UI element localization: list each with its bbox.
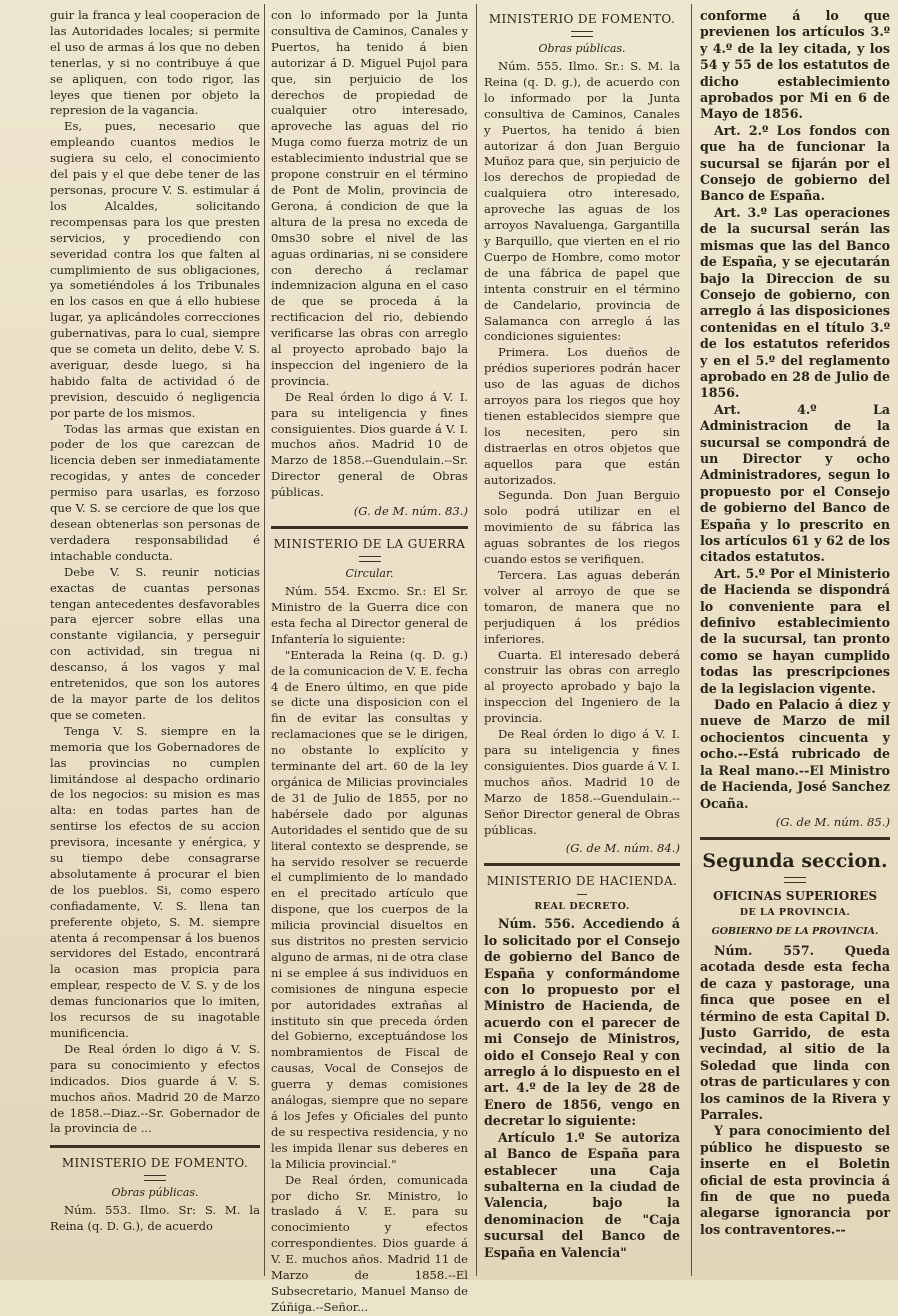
section-heading: OFICINAS SUPERIORES (713, 888, 877, 903)
double-dash-ornament (359, 556, 381, 562)
paragraph: Núm. 553. Ilmo. Sr: S. M. la Reina (q. D. G.), de acuerdo (50, 1203, 260, 1234)
paragraph: De Real órden lo digo á V. S. para su conocimiento y efectos indicados. Dios guarde á V. S. muchos años. Madrid 20 de Marzo de 1858.--Diaz.--Sr. Gobernador de la provincia de ... (50, 1041, 260, 1136)
decree-body (484, 916, 680, 1261)
section-heading: MINISTERIO DE HACIENDA. (486, 874, 678, 889)
paragraph: Debe V. S. reunir noticias exactas de cuantas personas tengan antecedentes desfavorables para ejercer sobre ellas una constante vigilancia, y perseguir con actividad, sin tregua ni descanso, á los vagos y mal entretenidos, que son los autores de la mayor parte de los delitos que se cometen. (50, 564, 260, 722)
column-rule (691, 4, 692, 1276)
paragraph: Art. 2.º Los fondos con que ha de funcionar la sucursal se fijarán por el Consejo de gobierno del Banco de España. (700, 122, 890, 204)
paragraph: guir la franca y leal cooperacion de las Autoridades locales; si permite el uso de armas á los que no deben tenerlas, y si no contribuye á que se apliquen, con todo rigor, las leyes que tienen por objeto la represion de la vagancia. (50, 8, 260, 118)
paragraph: De Real órden, comunicada por dicho Sr. Ministro, lo traslado á V. E. para su conocimiento y efectos correspondientes. Dios guarde á V. E. muchos años. Madrid 11 de Marzo de 1858.--El Subsecretario, Manuel Manso de Zúñiga.--Señor... (271, 1172, 468, 1314)
gazette-citation: (G. de M. núm. 85.) (775, 814, 890, 829)
gazette-citation: (G. de M. núm. 83.) (353, 504, 468, 519)
paragraph: Artículo 1.º Se autoriza al Banco de España para establecer una Caja subalterna en la ciudad de Valencia, bajo la denominacion de "Caja sucursal del Banco de España en Valencia" (484, 1129, 680, 1260)
paragraph: Segunda. Don Juan Berguio solo podrá utilizar en el movimiento de su fábrica las aguas sobrantes de los riegos cuando estos se verifiquen. (484, 488, 680, 567)
paragraph: Núm. 554. Excmo. Sr.: El Sr. Ministro de la Guerra dice con esta fecha al Director general de Infantería lo siguiente: (271, 584, 468, 646)
section-heading: MINISTERIO DE LA GUERRA (273, 537, 466, 552)
paragraph: Es, pues, necesario que empleando cuantos medios le sugiera su celo, el conocimiento del pais y el que debe tener de las personas, procure V. S. estimular á los Alcaldes, solicitando recompensas para los que presten servicios, y procediendo con severidad contra los que falten al cumplimiento de sus obligaciones, ya sometiéndoles á los Tribunales en los casos en que á ello hubiese lugar, ya aplicándoles correcciones gubernativas, para lo cual, siempre que se cometa un delito, debe V. S. averiguar, desde luego, si ha habido falta de actividad ó de prevision, descuido ó negligencia por parte de los mismos. (50, 119, 260, 420)
section-title: Segunda seccion. (702, 849, 888, 872)
section-divider (50, 1145, 260, 1148)
column-rule (476, 4, 477, 1276)
double-dash-ornament (571, 31, 593, 37)
paragraph: Art. 4.º La Administracion de la sucursal se compondrá de un Director y ocho Administradores, segun lo propuesto por el Consejo de gobierno del Banco de España y lo prescrito en los artículos 61 y 62 de los citados estatutos. (700, 401, 890, 565)
paragraph: De Real órden lo digo á V. I. para su inteligencia y fines consiguientes. Dios guarde á V. I. muchos años. Madrid 10 de Marzo de 1858.--Guendulain.--Sr. Director general de Obras públicas. (271, 389, 468, 500)
paragraph: Art. 5.º Por el Ministerio de Hacienda se dispondrá lo conveniente para el definivo establecimiento de la sucursal, tan pronto como se hayan cumplido todas las prescripciones de la legislacion vigente. (700, 565, 890, 696)
paragraph: Primera. Los dueños de prédios superiores podrán hacer uso de las aguas de dichos arroyos para los riegos que hoy tienen establecidos siempre que los necesiten, pero sin distraerlas en otros objetos que aquellos para que están autorizados. (484, 345, 680, 487)
paragraph: Núm. 556. Accediendo á lo solicitado por el Consejo de gobierno del Banco de España y conformándome con lo propuesto por el Ministro de Hacienda, de acuerdo con el parecer de mi Consejo de Ministros, oido el Consejo Real y con arreglo á lo dispuesto en el art. 4.º de la ley de 28 de Enero de 1856, vengo en decretar lo siguiente: (484, 916, 680, 1129)
paragraph: "Enterada la Reina (q. D. g.) de la comunicacion de V. E. fecha 4 de Enero último, en que pide se dicte una disposicion con el fin de evitar las consultas y reclamaciones que se le dirigen, no obstante lo explícito y terminante del art. 60 de la ley orgánica de Milicias provinciales de 31 de Julio de 1855, por no habérsele dado por algunas Autoridades el sentido que de su literal contexto se desprende, se ha servido resolver se recuerde el cumplimiento de lo mandado en el precitado artículo que dispone, que los cuerpos de la milicia provincial disueltos en sus distritos no presten servicio alguno de armas, ni de otra clase ni se emplee á sus individuos en comisiones de ninguna especie por autoridades extrañas al instituto sin que preceda órden del Gobierno, exceptuándose los nombramientos de Fiscal de causas, Vocal de Consejos de guerra y demas comisiones análogas, siempre que no separe á los Jefes y Oficiales del punto de su respectiva residencia, y no les impida llenar sus deberes en la Milicia provincial." (271, 647, 468, 1171)
decree-continuation (700, 8, 890, 812)
dash-ornament (577, 894, 587, 895)
paragraph: Tenga V. S. siempre en la memoria que los Gobernadores de las provincias no cumplen limitándose al despacho ordinario de los negocios: su mision es mas alta: en todas partes han de sentirse los efectos de su accion previsora, incesante y enérgica, y su tiempo debe consagrarse absolutamente á procurar el bien de los pueblos. Si, como espero confiadamente, V. S. llena tan preferente objeto, S. M. siempre atenta á recompensar á los buenos servidores del Estado, encontrará la ocasion mas propicia para emplear, respecto de V. S. y de los demas funcionarios que lo imiten, los recursos de su inagotable munificencia. (50, 723, 260, 1040)
office-heading: GOBIERNO DE LA PROVINCIA. (711, 925, 879, 937)
double-dash-ornament (144, 1175, 166, 1181)
column-2 (271, 8, 468, 1314)
paragraph: Y para conocimiento del público he dispuesto se inserte en el Boletin oficial de esta provincia á fin de que no pueda alegarse ignorancia por los contraventores.-- (700, 1123, 890, 1237)
paragraph: Art. 3.º Las operaciones de la sucursal serán las mismas que las del Banco de España, y se ejecutarán bajo la Direccion de su Consejo de gobierno, con arreglo á las disposiciones contenidas en el título 3.º de los estatutos referidos y en el 5.º del reglamento aprobado en 28 de Julio de 1856. (700, 204, 890, 401)
paragraph: Dado en Palacio á diez y nueve de Marzo de mil ochocientos cincuenta y ocho.--Está rubricado de la Real mano.--El Ministro de Hacienda, José Sanchez Ocaña. (700, 697, 890, 811)
paragraph: De Real órden lo digo á V. I. para su inteligencia y fines consiguientes. Dios guarde á V. I. muchos años. Madrid 10 de Marzo de 1858.--Guendulain.--Señor Director general de Obras públicas. (484, 727, 680, 837)
section-subheading: Obras públicas. (538, 42, 626, 55)
column-1 (50, 8, 260, 1272)
column-4 (700, 8, 890, 1272)
decree-label: REAL DECRETO. (534, 901, 630, 913)
column-3 (484, 8, 680, 1272)
paragraph: Todas las armas que existan en poder de los que carezcan de licencia deben ser inmediatamente recogidas, y antes de conceder permiso para usarlas, es forzoso que V. S. se cerciore de que los que desean obtenerlas son personas de verdadera responsabilidad é intachable conducta. (50, 421, 260, 563)
paragraph: conforme á lo que previenen los artículos 3.º y 4.º de la ley citada, y los 54 y 55 de los estatutos de dicho establecimiento aprobados por Mi en 6 de Mayo de 1856. (700, 8, 890, 122)
paragraph: con lo informado por la Junta consultiva de Caminos, Canales y Puertos, ha tenido á bien autorizar á D. Miguel Pujol para que, sin perjuicio de los derechos de propiedad de cualquier otro interesado, aproveche las aguas del rio Muga como fuerza motriz de un establecimiento industrial que se propone construir en el término de Pont de Molin, provincia de Gerona, á condicion de que la altura de la presa no exceda de 0ms30 sobre el nivel de las aguas ordinarias, ni se considere con derecho á reclamar indemnizacion alguna en el caso de que se proceda á la rectificacion del rio, debiendo verificarse las obras con arreglo al proyecto aprobado bajo la inspeccion del ingeniero de la provincia. (271, 8, 468, 388)
gazette-citation: (G. de M. núm. 84.) (565, 841, 680, 856)
paragraph: Cuarta. El interesado deberá construir las obras con arreglo al proyecto aprobado y bajo la inspeccion del Ingeniero de la provincia. (484, 647, 680, 726)
section-subheading: Obras públicas. (111, 1186, 199, 1200)
paragraph: Núm. 555. Ilmo. Sr.: S. M. la Reina (q. D. g.), de acuerdo con lo informado por la Junta consultiva de Caminos, Canales y Puertos, ha tenido á bien autorizar á don Juan Berguio Muñoz para que, sin perjuicio de los derechos de propiedad de cualquiera otro interesado, aproveche las aguas de los arroyos Navaluenga, Gargantilla y Barquillo, que vierten en el rio Cuerpo de Hombre, como motor de una fábrica de papel que intenta construir en el término de Candelario, provincia de Salamanca con arreglo á las condiciones siguientes: (484, 59, 680, 344)
section-heading: MINISTERIO DE FOMENTO. (488, 12, 676, 26)
section-subheading: DE LA PROVINCIA. (739, 906, 851, 918)
paragraph: Tercera. Las aguas deberán volver al arroyo de que se tomaron, de manera que no perjudiquen á los prédios inferiores. (484, 568, 680, 646)
section-subheading: Circular. (345, 567, 394, 581)
section-divider (484, 863, 680, 866)
paragraph: Núm. 557. Queda acotada desde esta fecha de caza y pastorage, una finca que posee en el término de esta Capital D. Justo Garrido, de esta vecindad, al sitio de la Soledad que linda con otras de particulares y con los caminos de la Rivera y Parrales. (700, 942, 890, 1122)
section-divider (700, 837, 890, 840)
notice-body (700, 943, 890, 1238)
section-heading: MINISTERIO DE FOMENTO. (61, 1156, 249, 1171)
section-divider (271, 526, 468, 529)
column-rule (264, 4, 265, 1276)
double-dash-ornament (784, 877, 806, 883)
